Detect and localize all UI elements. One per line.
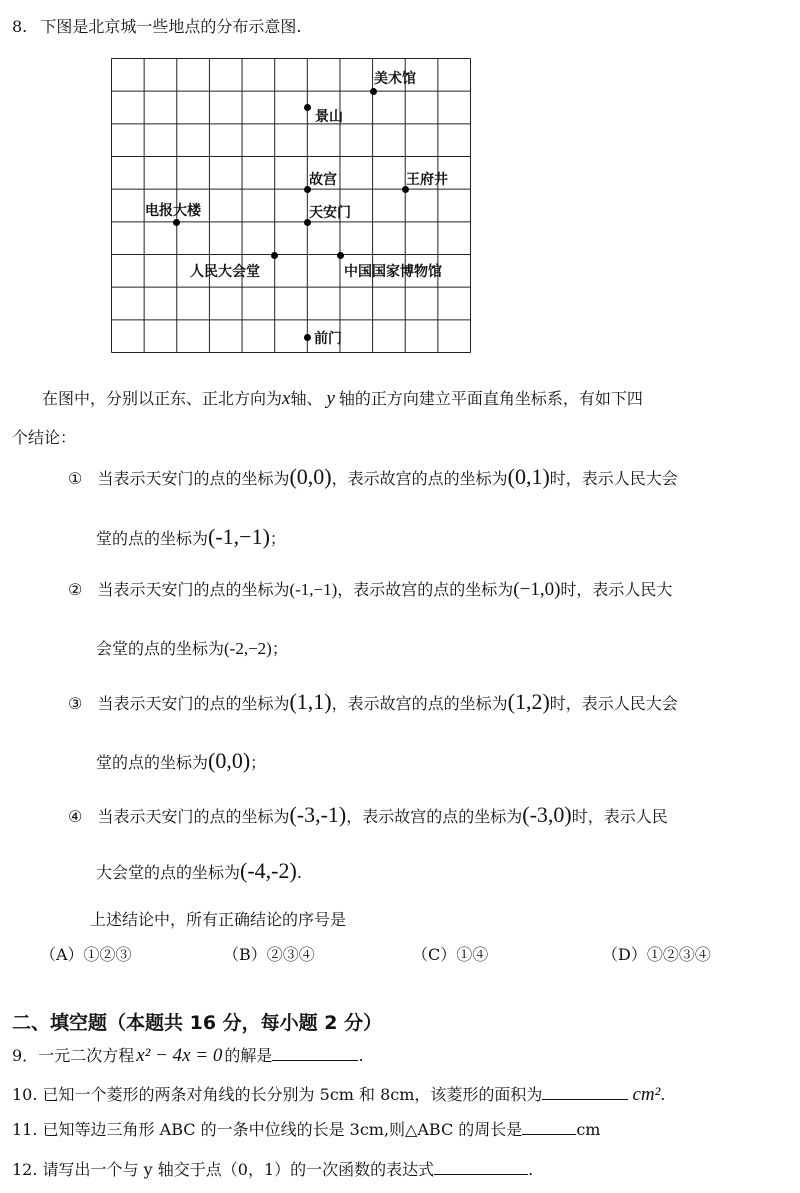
question-number: 8. [12,17,28,36]
coordinate-value: (0,0) [208,748,251,773]
equation: x² − 4x = 0 [136,1045,223,1066]
map-dot-dianbao [173,219,180,226]
unit-label: cm [576,1120,601,1139]
answer-blank[interactable] [542,1085,628,1100]
question-number: 10. [12,1085,38,1104]
map-label-renmin: 人民大会堂 [190,264,260,280]
coordinate-value: (-2,−2) [224,639,272,658]
conclusion-3-line-2: 堂的点的坐标为(0,0)； [96,748,267,773]
question-11: 11. 已知等边三角形 ABC 的一条中位线的长是 3cm,则△ABC 的周长是 cm [12,1120,601,1139]
conclusion-4-line-2: 大会堂的点的坐标为(-4,-2). [96,858,302,883]
map-label-qianmen: 前门 [314,331,342,347]
coordinate-value: (0,1) [507,464,550,489]
answer-blank[interactable] [272,1046,358,1061]
coordinate-value: (-3,0) [522,802,572,827]
conclusion-mark: ② [68,580,83,599]
answer-blank[interactable] [434,1160,528,1175]
conclusion-2-line-1: ② 当表示天安门的点的坐标为(-1,−1)，表示故宫的点的坐标为(−1,0)时，表示人民大 [68,579,673,600]
coordinate-intro-line-1 [42,386,643,410]
map-label-wangfujing: 王府井 [406,172,448,188]
coordinate-value: (-1,−1) [208,524,270,549]
question-prompt: 上述结论中，所有正确结论的序号是 [90,910,347,929]
coordinate-value: (-3,-1) [289,802,347,827]
map-dot-bowuguan [337,252,344,259]
option-d[interactable]: （D）①②③④ [602,945,711,964]
conclusion-mark: ④ [68,807,83,826]
unit-label: cm² [632,1084,661,1105]
question-number: 11. [12,1120,38,1139]
map-dot-renmin [271,252,278,259]
conclusion-3-line-1: ③ 当表示天安门的点的坐标为(1,1)，表示故宫的点的坐标为(1,2)时，表示人民大会 [68,689,678,714]
question-text: 下图是北京城一些地点的分布示意图. [40,17,302,36]
conclusion-1-line-1: ① 当表示天安门的点的坐标为(0,0)，表示故宫的点的坐标为(0,1)时，表示人民大会 [68,464,678,489]
coordinate-intro-line-2: 个结论： [12,428,77,447]
coordinate-value: (1,1) [289,689,332,714]
conclusion-1-line-2: 堂的点的坐标为(-1,−1)； [96,524,286,549]
option-c[interactable]: （C）①④ [412,945,489,964]
question-number: 9． [12,1046,39,1065]
answer-blank[interactable] [522,1120,576,1135]
intro-text-c: 轴的正方向建立平面直角坐标系，有如下四 [338,389,643,408]
question-8-stem [12,14,301,37]
question-10: 10. 已知一个菱形的两条对角线的长分别为 5cm 和 8cm，该菱形的面积为 cm². [12,1084,666,1105]
coordinate-value: (−1,0) [513,579,561,600]
intro-text-b: 轴、 [290,389,323,408]
map-dot-jingshan [304,104,311,111]
question-9: 9．一元二次方程 x² − 4x = 0 的解是 . [12,1045,364,1066]
conclusion-mark: ③ [68,694,83,713]
map-label-jingshan: 景山 [315,109,343,125]
coordinate-value: (-1,−1) [289,580,338,599]
map-dot-qianmen [304,334,311,341]
map-label-dianbao: 电报大楼 [145,203,201,219]
section-heading: 二、填空题（本题共 16 分，每小题 2 分） [12,1012,383,1034]
y-variable: y [326,388,335,409]
option-a[interactable]: （A）①②③ [40,945,132,964]
intro-text-a: 在图中，分别以正东、正北方向为 [42,389,283,408]
coordinate-value: (0,0) [289,464,332,489]
map-label-bowuguan: 中国国家博物馆 [344,264,442,280]
question-number: 12. [12,1160,38,1179]
question-12: 12. 请写出一个与 y 轴交于点（0，1）的一次函数的表达式 . [12,1160,534,1179]
coordinate-value: (1,2) [507,689,550,714]
x-variable: x [282,388,291,409]
option-b[interactable]: （B）②③④ [223,945,315,964]
map-label-meishuguan: 美术馆 [374,71,416,87]
conclusion-mark: ① [68,469,83,488]
conclusion-2-line-2: 会堂的点的坐标为(-2,−2)； [96,639,288,658]
coordinate-value: (-4,-2) [240,858,297,883]
map-dot-meishuguan [370,88,377,95]
conclusion-4-line-1: ④ 当表示天安门的点的坐标为(-3,-1)，表示故宫的点的坐标为(-3,0)时，表示人民 [68,802,668,827]
map-label-tiananmen: 天安门 [309,205,351,221]
map-label-gugong: 故宫 [309,172,337,188]
